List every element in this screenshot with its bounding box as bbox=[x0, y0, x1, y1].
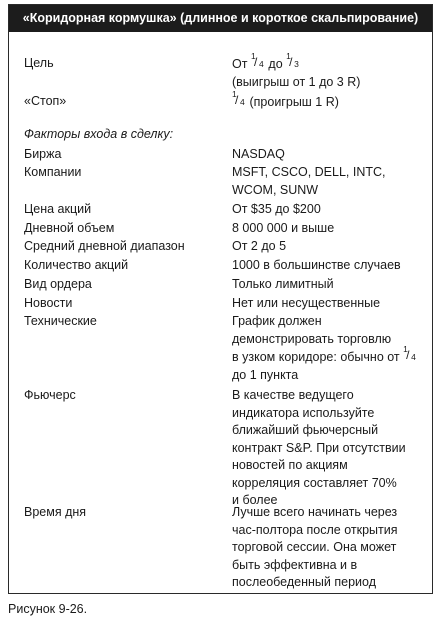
row-value bbox=[232, 504, 422, 592]
value-line: торговой сессии. Она может bbox=[232, 540, 397, 554]
frac-denominator: 4 bbox=[258, 59, 264, 69]
value-line: График должен bbox=[232, 314, 322, 328]
row-value bbox=[232, 387, 422, 510]
row-label: Вид ордера bbox=[24, 277, 92, 291]
value-line: ближайший фьючерсный bbox=[232, 423, 379, 437]
table-header: «Коридорная кормушка» (длинное и короткое скальпирование) bbox=[9, 5, 432, 32]
frac-numerator: 1 bbox=[286, 51, 291, 61]
value-line: послеобеденный период bbox=[232, 575, 376, 589]
row-value: 1000 в большинстве случаев bbox=[232, 258, 401, 272]
stop-label: «Стоп» bbox=[24, 94, 67, 108]
frac-denominator: 4 bbox=[240, 97, 245, 107]
row-label: Компании bbox=[24, 165, 82, 179]
row-value: От 2 до 5 bbox=[232, 239, 287, 253]
row-value: 8 000 000 и выше bbox=[232, 221, 335, 235]
value-line: до 1 пункта bbox=[232, 367, 299, 382]
value-line: корреляция составляет 70% bbox=[232, 475, 397, 490]
goal-prefix: От bbox=[232, 57, 248, 71]
row-label: Новости bbox=[24, 296, 73, 310]
strategy-table bbox=[8, 4, 433, 594]
frac-numerator: 1 bbox=[250, 51, 256, 61]
value-line: в узком коридоре: обычно от bbox=[232, 350, 400, 364]
row-label: Цена акций bbox=[24, 202, 92, 216]
figure-caption: Рисунок 9-26. bbox=[8, 602, 88, 616]
row-value bbox=[232, 313, 422, 384]
technical-fraction: 1 / 4 bbox=[403, 344, 416, 362]
value-line: WCOM, SUNW bbox=[232, 182, 319, 197]
row-value: Нет или несущественные bbox=[232, 296, 381, 310]
factors-heading: Факторы входа в сделку: bbox=[24, 127, 174, 141]
row-label: Технические bbox=[24, 314, 97, 328]
row-value: От $35 до $200 bbox=[232, 202, 321, 216]
goal-fraction-from: 1 / 4 bbox=[250, 51, 264, 69]
value-line: контракт S&P. При отсутствии bbox=[232, 440, 406, 455]
row-label: Биржа bbox=[24, 147, 62, 161]
row-value bbox=[232, 164, 422, 199]
value-line: Лучше всего начинать через bbox=[232, 505, 398, 519]
value-line: и более bbox=[232, 493, 278, 507]
value-line: новостей по акциям bbox=[232, 458, 348, 472]
value-line: MSFT, CSCO, DELL, INTC, bbox=[232, 165, 386, 179]
row-label: Фьючерс bbox=[24, 388, 76, 402]
stop-fraction: 1 / 4 bbox=[232, 89, 245, 107]
row-label: Дневной объем bbox=[24, 221, 115, 235]
row-value: Только лимитный bbox=[232, 277, 334, 291]
value-line: индикатора используйте bbox=[232, 405, 375, 420]
stop-value bbox=[232, 89, 422, 112]
goal-label: Цель bbox=[24, 56, 54, 70]
row-label: Время дня bbox=[24, 505, 87, 519]
goal-middle: до bbox=[268, 57, 283, 71]
frac-denominator: 4 bbox=[411, 352, 416, 362]
row-value: NASDAQ bbox=[232, 147, 285, 161]
goal-value bbox=[232, 51, 422, 91]
row-label: Средний дневной диапазон bbox=[24, 239, 185, 253]
stop-suffix: (проигрыш 1 R) bbox=[249, 95, 339, 109]
goal-note: (выигрыш от 1 до 3 R) bbox=[232, 74, 361, 89]
frac-numerator: 1 bbox=[403, 344, 408, 354]
value-line: быть эффективна и в bbox=[232, 557, 358, 572]
row-label: Количество акций bbox=[24, 258, 129, 272]
goal-fraction-to: 1 / 3 bbox=[286, 51, 299, 69]
value-line: демонстрировать торговлю bbox=[232, 331, 392, 346]
value-line: В качестве ведущего bbox=[232, 388, 354, 402]
value-line: час-полтора после открытия bbox=[232, 522, 398, 537]
frac-numerator: 1 bbox=[232, 89, 237, 99]
frac-denominator: 3 bbox=[294, 59, 299, 69]
